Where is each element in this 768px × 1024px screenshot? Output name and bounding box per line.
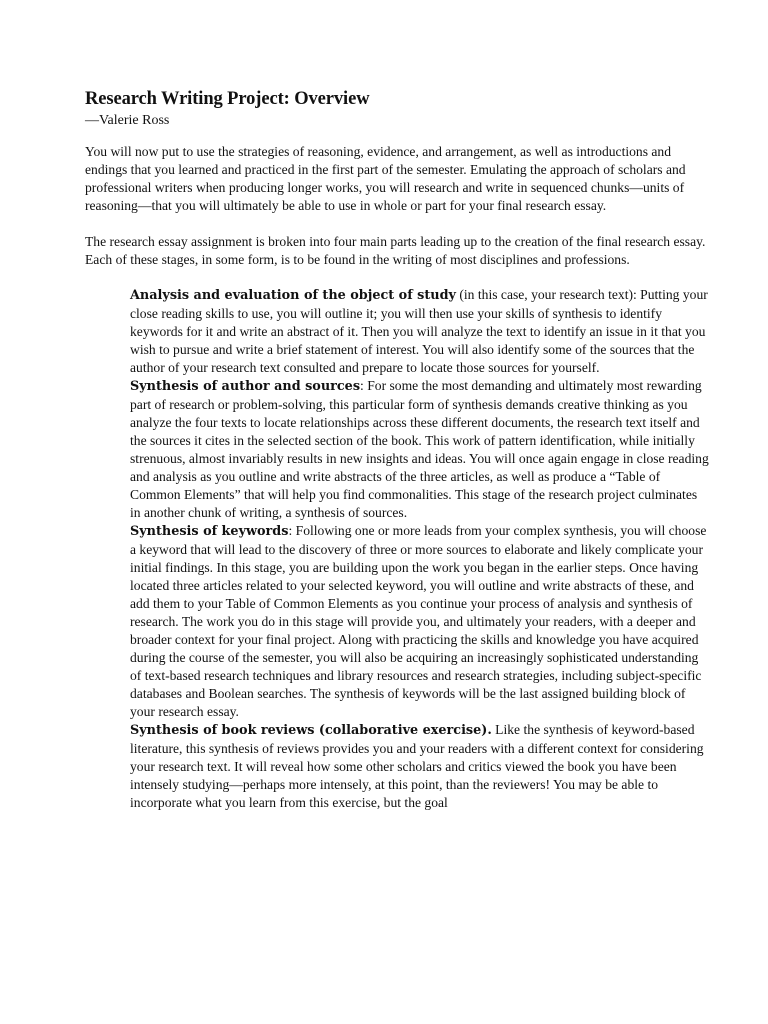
stage-item xyxy=(130,522,711,721)
stage-heading: Synthesis of author and sources xyxy=(130,379,361,394)
stage-heading: Synthesis of book reviews (collaborative exercise). xyxy=(130,723,492,738)
stage-heading: Analysis and evaluation of the object of study xyxy=(130,288,456,303)
stage-heading: Synthesis of keywords xyxy=(130,524,289,539)
document-page xyxy=(85,88,711,812)
stages-list xyxy=(130,286,711,812)
document-title: Research Writing Project: Overview xyxy=(85,89,370,109)
document-author: —Valerie Ross xyxy=(85,113,170,128)
stage-body: : Following one or more leads from your complex synthesis, you will choose a keyword that will lead to the discovery of three or more sources to elaborate and likely complicate your initial findings. In this stage, you are building upon the work you began in the earlier steps. Once having located three articles related to your selected keyword, you will outline and write abstracts of these, and add them to your Table of Common Elements as you continue your process of analysis and synthesis of research. The work you do in this stage will provide you, and ultimately your readers, with a deeper and broader context for your final project. Along with practicing the skills and knowledge you have acquired during the course of the semester, you will also be acquiring an increasingly sophisticated understanding of text-based research techniques and library resources and research strategies, including subject-specific databases and Boolean searches. The synthesis of keywords will be the last assigned building block of your research essay. xyxy=(130,523,707,719)
stage-item xyxy=(130,721,711,812)
stage-item xyxy=(130,286,711,377)
stage-body: (in this case, your research text): Putting your close reading skills to use, you will outline it; you will then use your skills of synthesis to identify keywords for it and write an abstract of it. Then you will analyze the text to identify an issue in it that you wish to pursue and write a brief statement of interest. You will also identify some of the sources that the author of your research text consulted and prepare to locate those sources for yourself. xyxy=(130,287,708,375)
intro-paragraph: The research essay assignment is broken into four main parts leading up to the creation of the final research essay. Each of these stages, in some form, is to be found in the writing of most disciplines and professions. xyxy=(85,234,706,267)
stage-body: Like the synthesis of keyword-based literature, this synthesis of reviews provides you and your readers with a different context for considering your research text. It will reveal how some other scholars and critics viewed the book you have been intensely studying—perhaps more intensely, at this point, than the reviewers! You may be able to incorporate what you learn from this exercise, but the goal xyxy=(130,722,704,810)
stage-body: : For some the most demanding and ultimately most rewarding part of research or problem-solving, this particular form of synthesis demands creative thinking as you analyze the four texts to locate relationships across these different documents, the research text itself and the sources it cites in the selected section of the book. This work of pattern identification, while initially strenuous, almost invariably results in new insights and ideas. You will once again engage in close reading and analysis as you outline and write abstracts of the three articles, as well as produce a “Table of Common Elements” that will help you find commonalities. This stage of the research project culminates in another chunk of writing, a synthesis of sources. xyxy=(130,378,709,520)
intro-paragraph: You will now put to use the strategies of reasoning, evidence, and arrangement, as well as introductions and endings that you learned and practiced in the first part of the semester. Emulating the approach of scholars and professional writers when producing longer works, you will research and write in sequenced chunks—units of reasoning—that you will ultimately be able to use in whole or part for your final research essay. xyxy=(85,144,686,213)
stage-item xyxy=(130,377,711,522)
